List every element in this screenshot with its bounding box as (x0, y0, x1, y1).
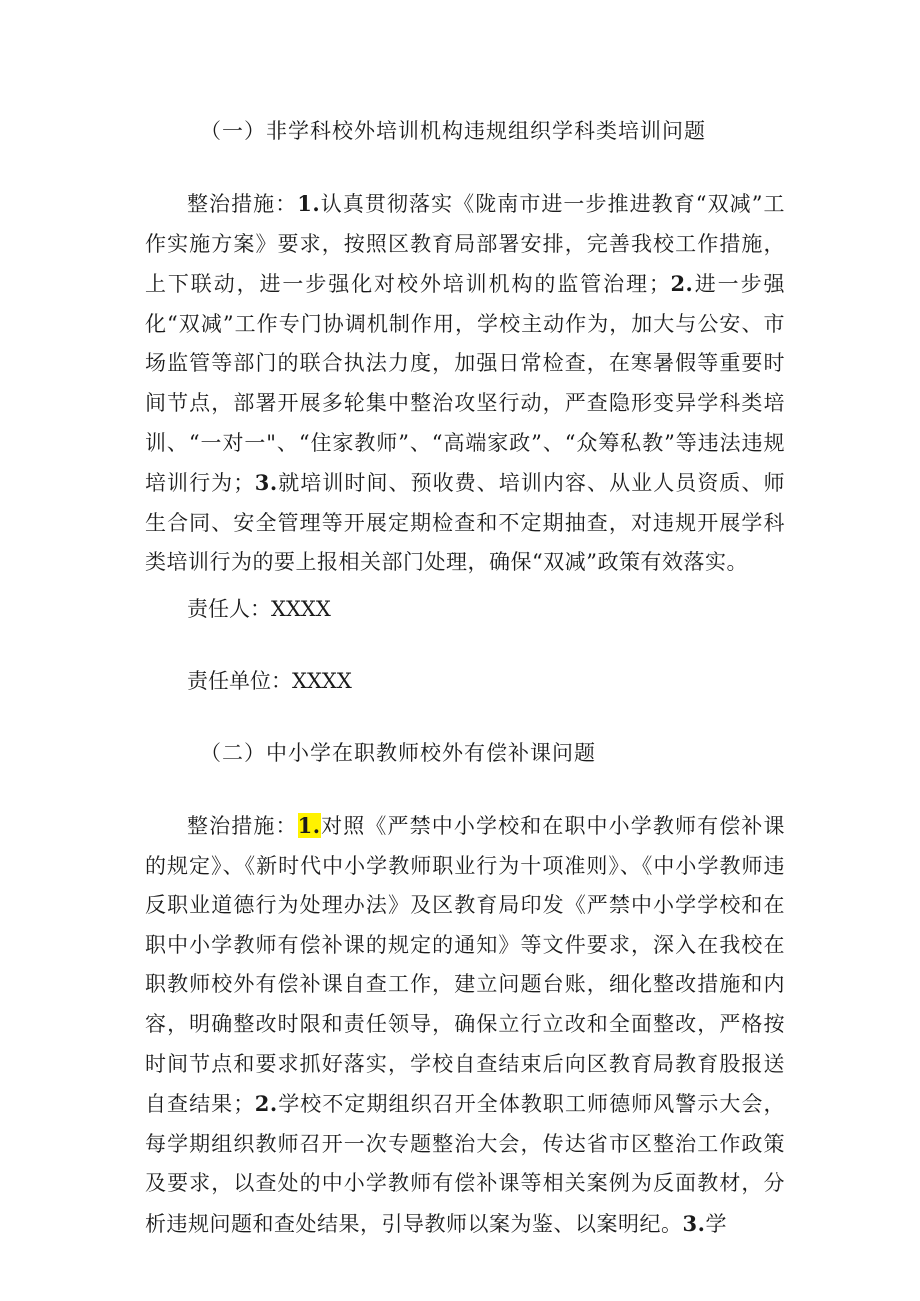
measure-text-3: 就培训时间、预收费、培训内容、从业人员资质、师生合同、安全管理等开展定期检查和不定期抽查，对违规开展学科类培训行为的要上报相关部门处理，确保“双减”政策有效落实。 (145, 471, 786, 575)
item-number-3: 3. (254, 470, 278, 496)
responsible-unit: 责任单位：XXXX (187, 669, 352, 693)
highlighted-item-number-1: 1. (297, 813, 321, 838)
responsible-person: 责任人：XXXX (187, 597, 331, 621)
measures-prefix: 整治措施： (187, 192, 298, 216)
measure-text-1: 认真贯彻落实《陇南市进一步推进教育“双减”工作实施方案》要求，按照区教育局部署安排，完善我校工作措施，上下联动，进一步强化对校外培训机构的监管治理； (145, 192, 785, 297)
measures-prefix: 整治措施： (187, 814, 298, 838)
section-1-heading: （一）非学科校外培训机构违规组织学科类培训问题 (200, 119, 706, 143)
section-2-heading: （二）中小学在职教师校外有偿补课问题 (200, 741, 596, 765)
item-number-2: 2. (254, 1091, 278, 1117)
measure-text-3: 学 (705, 1211, 727, 1236)
section-2-measures (145, 806, 785, 1245)
measure-text-1: 对照《严禁中小学校和在职中小学教师有偿补课的规定》、《新时代中小学教师职业行为十项准则》、《中小学教师违反职业道德行为处理办法》及区教育局印发《严禁中小学学校和在职中小学教师有偿补课的规定的通知》等文件要求，深入在我校在职教师校外有偿补课自查工作，建立问题台账，细化整改措施和内容，明确整改时限和责任领导，确保立行立改和全面整改，严格按时间节点和要求抓好落实，学校自查结束后向区教育局教育股报送自查结果； (145, 814, 786, 1117)
section-1-measures (145, 184, 785, 583)
item-number-2: 2. (670, 271, 694, 297)
measure-text-2: 学校不定期组织召开全体教职工师德师风警示大会，每学期组织教师召开一次专题整治大会，传达省市区整治工作政策及要求，以查处的中小学教师有偿补课等相关案例为反面教材，分析违规问题和查处结果，引导教师以案为鉴、以案明纪。 (145, 1092, 786, 1236)
item-number-3: 3. (682, 1210, 706, 1236)
item-number-1: 1. (297, 191, 321, 216)
measure-text-2: 进一步强化“双减”工作专门协调机制作用，学校主动作为，加大与公安、市场监管等部门的联合执法力度，加强日常检查，在寒暑假等重要时间节点，部署开展多轮集中整治攻坚行动，严查隐形变异学科类培训、“一对一"、“住家教师”、“高端家政”、“众筹私教”等违法违规培训行为； (145, 272, 785, 496)
